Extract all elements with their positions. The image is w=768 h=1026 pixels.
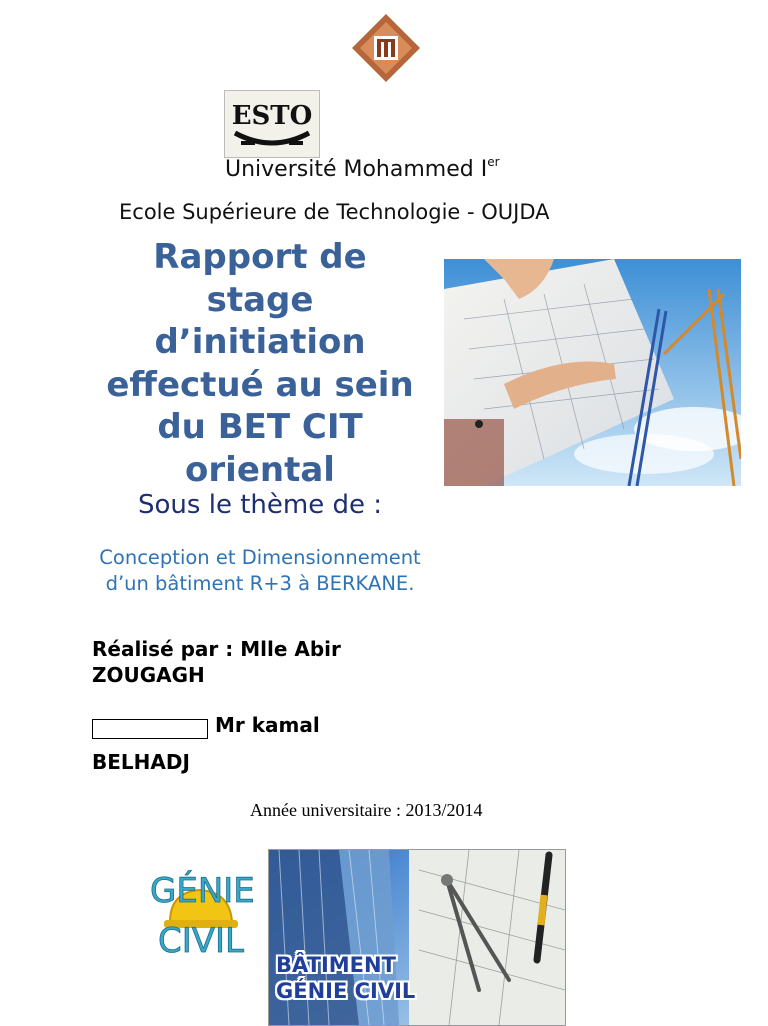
theme-label: Sous le thème de : [138, 490, 382, 520]
esto-logo-text: ESTO [231, 101, 313, 131]
batiment-caption [276, 952, 456, 1004]
academic-year: Année universitaire : 2013/2014 [250, 800, 483, 820]
genie-civil-line2: CIVIL [158, 921, 244, 961]
supervisor-last-name: BELHADJ [92, 750, 190, 774]
genie-civil-logo [150, 862, 270, 962]
university-superscript: er [487, 155, 500, 169]
university-emblem-logo [350, 12, 422, 84]
supervisor-first-name: Mr kamal [215, 713, 320, 737]
batiment-caption-line2: GÉNIE CIVIL [276, 979, 416, 1003]
construction-photo [444, 259, 741, 486]
blank-text-box [92, 719, 208, 739]
school-name: Ecole Supérieure de Technologie - OUJDA [119, 200, 550, 224]
report-title: Rapport de stage d’initiation effectué au sein du BET CIT oriental [106, 237, 414, 490]
report-subject: Conception et Dimensionnement d’un bâtiment R+3 à BERKANE. [99, 546, 421, 595]
batiment-caption-line1: BÂTIMENT [276, 953, 396, 977]
genie-civil-line1: GÉNIE [150, 871, 255, 911]
university-name: Université Mohammed Ier [225, 155, 500, 182]
esto-logo [224, 90, 320, 158]
author-line: Réalisé par : Mlle Abir ZOUGAGH [92, 637, 341, 687]
